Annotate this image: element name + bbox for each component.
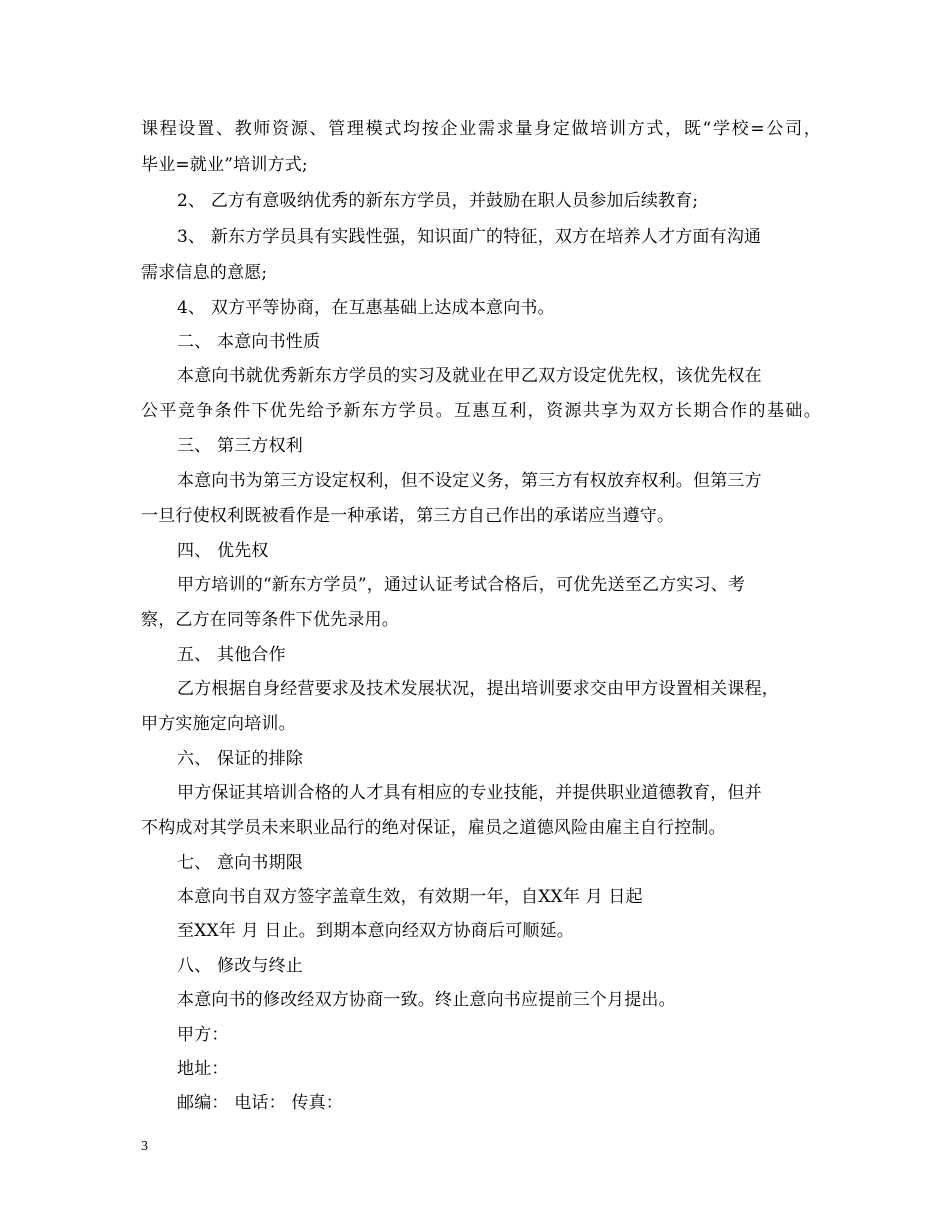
- section-heading-5: 五、 其他合作: [177, 645, 286, 665]
- section-3-line-1: 本意向书为第三方设定权利，但不设定义务，第三方有权放弃权利。但第三方: [177, 471, 762, 491]
- section-6-line-2: 不构成对其学员未来职业品行的绝对保证，雇员之道德风险由雇主自行控制。: [141, 818, 726, 838]
- contact-labels: 邮编： 电话： 传真：: [177, 1093, 344, 1113]
- section-heading-2: 二、 本意向书性质: [177, 332, 321, 352]
- party-a-label: 甲方：: [177, 1025, 229, 1045]
- section-heading-8: 八、 修改与终止: [177, 956, 304, 976]
- section-7-line-2: 至XX年 月 日止。到期本意向经双方协商后可顺延。: [177, 921, 575, 941]
- section-heading-6: 六、 保证的排除: [177, 749, 304, 769]
- section-5-line-2: 甲方实施定向培训。: [141, 714, 296, 734]
- clause-3: 3、 新东方学员具有实践性强，知识面广的特征，双方在培养人才方面有沟通: [177, 227, 762, 247]
- section-5-line-1: 乙方根据自身经营要求及技术发展状况，提出培训要求交由甲方设置相关课程，: [177, 679, 779, 699]
- body-line-1: 课程设置、教师资源、管理模式均按企业需求量身定做培训方式，既“学校=公司，: [141, 119, 821, 139]
- section-2-line-1: 本意向书就优秀新东方学员的实习及就业在甲乙双方设定优先权，该优先权在: [177, 366, 762, 386]
- section-3-line-2: 一旦行使权利既被看作是一种承诺，第三方自己作出的承诺应当遵守。: [141, 506, 675, 526]
- section-2-line-2: 公平竞争条件下优先给予新东方学员。互惠互利，资源共享为双方长期合作的基础。: [141, 401, 821, 421]
- address-label: 地址：: [177, 1059, 229, 1079]
- section-4-line-2: 察，乙方在同等条件下优先录用。: [141, 610, 399, 630]
- page-number: 3: [141, 1139, 148, 1154]
- body-line-2: 毕业=就业”培训方式;: [141, 155, 308, 175]
- section-heading-3: 三、 第三方权利: [177, 436, 304, 456]
- section-7-line-1: 本意向书自双方签字盖章生效，有效期一年，自XX年 月 日起: [177, 887, 643, 907]
- clause-3-continued: 需求信息的意愿;: [141, 263, 268, 283]
- section-heading-4: 四、 优先权: [177, 541, 269, 561]
- clause-4: 4、 双方平等协商，在互惠基础上达成本意向书。: [177, 298, 555, 318]
- clause-2: 2、 乙方有意吸纳优秀的新东方学员，并鼓励在职人员参加后续教育;: [177, 191, 699, 211]
- section-heading-7: 七、 意向书期限: [177, 853, 304, 873]
- section-6-line-1: 甲方保证其培训合格的人才具有相应的专业技能，并提供职业道德教育，但并: [177, 783, 762, 803]
- section-8-line-1: 本意向书的修改经双方协商一致。终止意向书应提前三个月提出。: [177, 990, 676, 1010]
- section-4-line-1: 甲方培训的“新东方学员”，通过认证考试合格后，可优先送至乙方实习、考: [177, 575, 746, 595]
